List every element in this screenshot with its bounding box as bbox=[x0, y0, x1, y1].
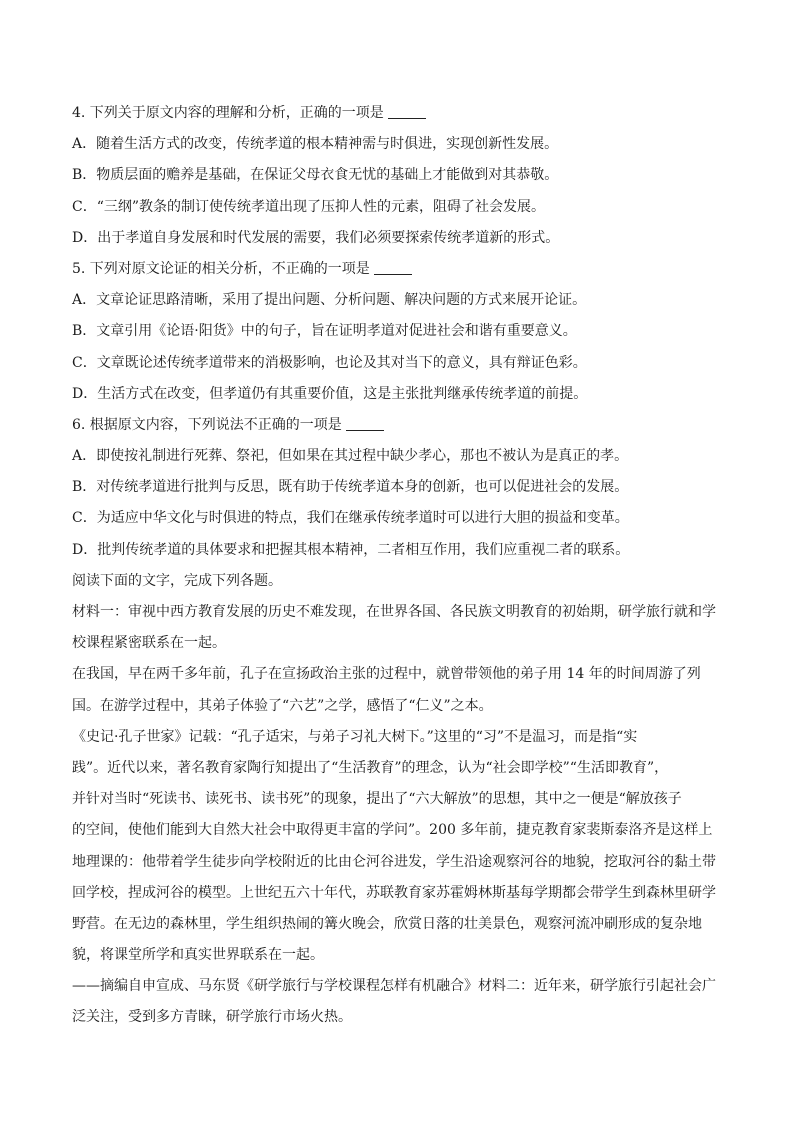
answer-blank[interactable] bbox=[374, 260, 412, 275]
answer-blank[interactable] bbox=[388, 104, 426, 119]
question-stem: 6. 根据原文内容，下列说法不正确的一项是 bbox=[72, 410, 722, 441]
material-line: 材料一：审视中西方教育发展的历史不难发现，在世界各国、各民族文明教育的初始期，研学旅行就和学 bbox=[72, 604, 716, 620]
question-5 bbox=[72, 254, 722, 410]
material-line: 回学校，捏成河谷的模型。上世纪五六十年代，苏联教育家苏霍姆林斯基每学期都会带学生到森林里研学 bbox=[72, 884, 716, 901]
material-line: 貌，将课堂所学和真实世界联系在一起。 bbox=[72, 947, 324, 964]
material-line: 在我国，早在两千多年前，孔子在宣扬政治主张的过程中，就曾带领他的弟子用 14 年的时间周游了列 bbox=[72, 666, 701, 683]
material-line: 校课程紧密联系在一起。 bbox=[72, 635, 226, 652]
material-line: 践”。近代以来，著名教育家陶行知提出了“生活教育”的理念，认为“社会即学校”“生活即教育”， bbox=[72, 759, 669, 776]
option-b: B．物质层面的赡养是基础，在保证父母衣食无忧的基础上才能做到对其恭敬。 bbox=[72, 167, 559, 184]
document-page bbox=[72, 98, 722, 1034]
question-6 bbox=[72, 410, 722, 566]
material-line: ——摘编自申宣成、马东贤《研学旅行与学校课程怎样有机融合》材料二：近年来，研学旅行引起社会广 bbox=[72, 978, 716, 995]
option-a: A．即使按礼制进行死葬、祭祀，但如果在其过程中缺少孝心，那也不被认为是真正的孝。 bbox=[72, 448, 629, 465]
option-c: C．文章既论述传统孝道带来的消极影响，也论及其对当下的意义，具有辩证色彩。 bbox=[72, 354, 587, 371]
reading-instruction: 阅读下面的文字，完成下列各题。 bbox=[72, 572, 282, 589]
option-d: D．出于孝道自身发展和时代发展的需要，我们必须要探索传统孝道新的形式。 bbox=[72, 229, 560, 246]
material-line: 并针对当时“死读书、读死书、读书死”的现象，提出了“六大解放”的思想，其中之一便是“解放孩子 bbox=[72, 791, 682, 808]
material-line: 地理课的：他带着学生徒步向学校附近的比由仑河谷进发，学生沿途观察河谷的地貌，挖取河谷的黏土带 bbox=[72, 853, 716, 870]
question-stem: 5. 下列对原文论证的相关分析，不正确的一项是 bbox=[72, 254, 722, 285]
material-line: 国。在游学过程中，其弟子体验了“六艺”之学，感悟了“仁义”之本。 bbox=[72, 697, 493, 714]
option-a: A．文章论证思路清晰，采用了提出问题、分析问题、解决问题的方式来展开论证。 bbox=[72, 292, 587, 309]
option-b: B．文章引用《论语·阳货》中的句子，旨在证明孝道对促进社会和谐有重要意义。 bbox=[72, 323, 577, 340]
material-line: 《史记·孔子世家》记载：“孔子适宋，与弟子习礼大树下。”这里的“习”不是温习，而是指“实 bbox=[72, 728, 638, 745]
option-d: D．批判传统孝道的具体要求和把握其根本精神，二者相互作用，我们应重视二者的联系。 bbox=[72, 541, 630, 558]
answer-blank[interactable] bbox=[346, 416, 384, 431]
material-line: 的空间，使他们能到大自然大社会中取得更丰富的学问”。200 多年前，捷克教育家裴斯泰洛齐是这样上 bbox=[72, 822, 713, 839]
material-line: 野营。在无边的森林里，学生组织热闹的篝火晚会，欣赏日落的壮美景色，观察河流冲刷形成的复杂地 bbox=[72, 915, 702, 932]
question-stem: 4. 下列关于原文内容的理解和分析，正确的一项是 bbox=[72, 98, 722, 129]
material-line: 泛关注，受到多方青睐，研学旅行市场火热。 bbox=[72, 1009, 352, 1026]
material-one bbox=[72, 597, 722, 1034]
option-b: B．对传统孝道进行批判与反思，既有助于传统孝道本身的创新，也可以促进社会的发展。 bbox=[72, 479, 629, 496]
option-a: A．随着生活方式的改变，传统孝道的根本精神需与时俱进，实现创新性发展。 bbox=[72, 136, 559, 153]
option-c: C．“三纲”教条的制订使传统孝道出现了压抑人性的元素，阻碍了社会发展。 bbox=[72, 198, 546, 215]
question-4 bbox=[72, 98, 722, 254]
option-d: D．生活方式在改变，但孝道仍有其重要价值，这是主张批判继承传统孝道的前提。 bbox=[72, 385, 588, 402]
option-c: C．为适应中华文化与时俱进的特点，我们在继承传统孝道时可以进行大胆的损益和变革。 bbox=[72, 510, 629, 527]
